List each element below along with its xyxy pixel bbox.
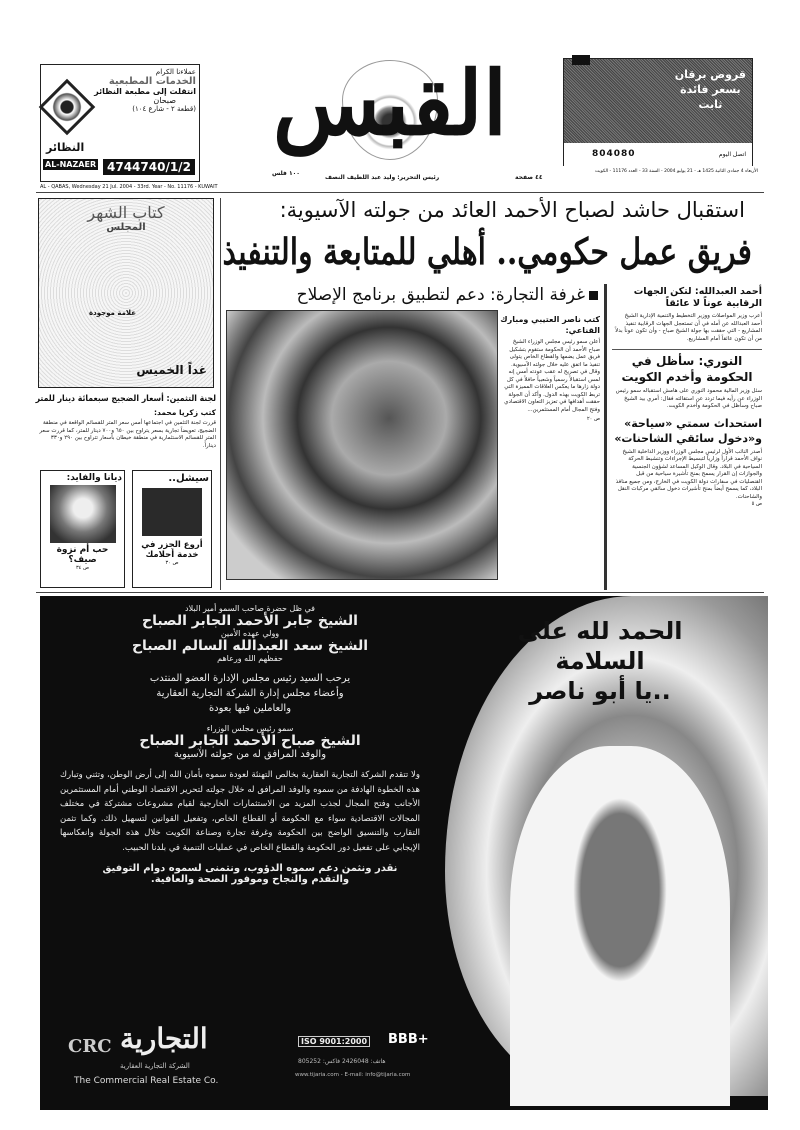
ad-closing: نقدر ونثمن دعم سموه الدؤوب، ونتمنى لسموه دوام التوفيق [102, 863, 398, 874]
brand-ar: النظائر [46, 141, 85, 154]
page-ref: ص ٣٠ [165, 560, 179, 566]
divider [220, 198, 221, 590]
promo-seychelles[interactable] [132, 470, 212, 588]
slogan-line: ..يا أبو ناصر [529, 677, 671, 705]
call-label: اتصل اليوم [718, 151, 746, 158]
divider [604, 284, 607, 590]
ad-line: صبحان [153, 96, 176, 105]
divider [36, 192, 764, 193]
bank-logo-icon [572, 55, 590, 65]
crc-logo-icon: CRC [68, 1036, 112, 1057]
lead-subhead [226, 284, 598, 306]
page-ref: ص ٣٤ [75, 565, 89, 571]
ad-line: سمو رئيس مجلس الوزراء [206, 724, 294, 733]
lead-photo[interactable] [226, 310, 498, 580]
story-title[interactable]: لجنة التثمين: أسعار الضجيج سبعمائة دينار للمتر [35, 394, 217, 404]
seychelles-photo [142, 488, 202, 536]
ad-name: الشيخ جابر الأحمد الجابر الصباح [142, 613, 358, 629]
book-date: غداً الخميس [136, 363, 207, 377]
promo-caption: حب أم نزوة صيف؟ [56, 545, 109, 565]
subhead-text: غرفة التجارة: دعم لتطبيق برنامج الإصلاح [296, 285, 585, 305]
ad-line: بسعر فائدة [680, 83, 741, 96]
masthead-logo[interactable] [220, 51, 560, 166]
ad-line: انتقلت إلى مطبعة النظائر [94, 87, 196, 96]
ad-body: ولا تتقدم الشركة التجارية العقارية بخالص التهنئة لعودة سموه بأمان الله إلى أرض الوطن، وتثني وتبارك هذه الخطوة الهادفة من سموه والوفد المرافق له خلال جولته لتحرير الاقتصاد الوطني أمام المستثمرين الأجانب وفتح المجال لجذب المزيد من الاستثمارات الخارجية لقيام مشروعات مشتركة في مختلف المجالات الاقتصادية سواء مع الحكومة أو القطاع الخاص، وتفعيل القوانين لتسهيل ذلك. وكما تثمن التقارب والتنسيق الواضح بين الحكومة وغرفة تجارة وصناعة الكويت خلال هذه الجولة وانعكاسها الإيجابي على تفعيل دور الحكومة والقطاع الخاص في عمليات التنمية في بلدنا الحبيب. [60, 770, 420, 853]
ad-line: قروض برقان [674, 68, 746, 81]
promo-title: سيشل.. [168, 473, 209, 484]
book-of-month-promo[interactable] [38, 198, 214, 388]
ad-line: والعاملين فيها بعودة [208, 703, 292, 714]
diana-photo [50, 485, 116, 543]
page-ref: ص ٥ [751, 501, 762, 507]
ad-line: (قطعة ٢ - شارع ١٠٤) [132, 105, 196, 113]
date-ar: الأربعاء 4 جمادى الثانية 1425 هـ - 21 يوليو 2004 - السنة 33 - العدد 11176 - الكويت [595, 169, 758, 174]
commercial-real-estate-ad[interactable] [40, 596, 768, 1110]
ad-line: عملاءنا الكرام [155, 68, 196, 76]
editor-line: رئيس التحرير: وليد عبد اللطيف النصف [325, 174, 440, 181]
bullet-square-icon [589, 291, 598, 300]
ad-line: الخدمات المطبعية [108, 76, 196, 87]
ad-name: الشيخ صباح الأحمد الجابر الصباح [139, 733, 361, 749]
date-en: AL - QABAS, Wednesday 21 Jul. 2004 - 33rd. Year - No. 11176 - KUWAIT [40, 184, 218, 190]
brand-en: The Commercial Real Estate Co. [74, 1076, 219, 1086]
ad-line: وولي عهده الأمين [220, 629, 280, 638]
story-title[interactable]: النوري: سأظل في الحكومة وأخدم الكويت [612, 349, 762, 385]
ad-line: ثابت [698, 98, 723, 111]
lead-body: أعلن سمو رئيس مجلس الوزراء الشيخ صباح الأحمد أن الحكومة ستقوم بتشكيل فريق عمل يضمها والقطاع الخاص يتولى تنفيذ ما اتفق عليه خلال جولته الآسيوية. وقال في تصريح له عقب عودته أمس إنه لمس استقبالاً رسمياً وشعبياً حافلاً في كل دولة زارها ما يعكس العلاقات المميزة التي تربط الكويت بهذه الدول. وأكد أن الجولة حققت أهدافها في تعزيز التعاون الاقتصادي وفتح المجال أمام المستثمرين... [504, 339, 600, 413]
story-body: أعرب وزير المواصلات ووزير التخطيط والتنمية الإدارية الشيخ أحمد العبدالله عن أمله في أن تستعجل الجهات الرقابية تنفيذ المشاريع - التي حققت بها جولة الشيخ صباح - وأن تكون عوناً بدلاً من أن تكون عائقاً أمام المشاريع. [615, 313, 762, 342]
promo-title: ديانا والفايد: [66, 473, 122, 483]
ad-burgan[interactable] [563, 58, 753, 166]
ad-line: يرحب السيد رئيس مجلس الإدارة العضو المنتدب [149, 673, 351, 684]
web[interactable]: www.tijaria.com - E-mail: info@tijaria.com [295, 1072, 411, 1078]
story-title[interactable]: استحداث سمتي «سياحة» و«دخول سائقي الشاحنات» [614, 416, 762, 445]
story-byline: كتب زكريا محمد: [154, 408, 216, 417]
rating-badge: BBB+ [388, 1032, 429, 1047]
ad-line: والوفد المرافق له من جولته الآسيوية [173, 749, 327, 760]
phone: 4744740/1/2 [103, 159, 195, 175]
book-title: كتاب الشهر [87, 203, 165, 222]
ad-line: وأعضاء مجلس إدارة الشركة التجارية العقارية [156, 688, 344, 699]
ad-closing: والتقدم والنجاح وموفور الصحة والعافية. [150, 874, 350, 885]
phone: 804080 [592, 149, 636, 159]
ad-line: في ظل حضرة صاحب السمو أمير البلاد [185, 604, 315, 613]
promo-caption: أروع الجزر في خدمة أحلامك [141, 540, 203, 560]
story-title[interactable]: أحمد العبدالله: لتكن الجهات الرقابية عوناً لا عائقاً [633, 286, 762, 309]
story-body: أصدر النائب الأول لرئيس مجلس الوزراء ووزير الداخلية الشيخ نواف الأحمد قراراً وزارياً لتبسيط الإجراءات وتنشيط الحركة السياحية في البلاد. وقال الوكيل المساعد لشؤون الجنسية والجوازات إن القرار يسمح بمنح تأشيرة سياحية من قبل القنصليات في سفارات دولة الكويت في الخارج، ومن جميع منافذ البلاد، كما يسمح أيضاً بمنح تأشيرات دخول سائقي مركبات النقل والشاحنات. [615, 448, 762, 500]
brand-en: AL-NAZAER [45, 160, 97, 169]
pages-count: ١٠٠ فلس [272, 170, 300, 177]
lead-byline: كتب ناصر العتيبي ومبارك القناعي: [500, 315, 600, 335]
logo-text: القبس [272, 51, 508, 155]
ad-al-nazaer[interactable] [40, 64, 200, 182]
brand-ar: التجارية [120, 1022, 208, 1055]
story-body: سئل وزير المالية محمود النوري على هامش استقباله سمو رئيس الوزراء عن رأيه فيما تردد عن استقالته فقال: أمري بيد الشيخ صباح وسأظل في الحكومة وأخدم الكويت. [615, 388, 762, 409]
book-sub: المجلس [106, 222, 146, 233]
story-body: قررت لجنة التثمين في اجتماعها أمس سعر المتر للقسائم الواقعة في منطقة الضجيج، تعويضاً تجارية بسعر يتراوح بين ٦٥٠ و٧٠٠ دينار للمتر، كما قررت سعر المتر للقسائم الاستثمارية في منطقة خيطان بأسعار تتراوح بين ٢٩٠ و٣٣٠ ديناراً. [39, 420, 216, 449]
page-ref: ص ٢٠ [586, 416, 600, 422]
ad-line: حفظهم الله ورعاهم [217, 654, 283, 663]
lead-headline: فريق عمل حكومي.. أهلي للمتابعة والتنفيذ [222, 231, 752, 273]
iso-badge: ISO 9001:2000 [298, 1036, 370, 1047]
promo-diana[interactable] [40, 470, 125, 588]
book-caption: علامة موجودة [89, 309, 136, 317]
lead-kicker: استقبال حاشد لصباح الأحمد العائد من جولته الآسيوية: [279, 198, 745, 222]
slogan-line: الحمد لله على السلامة [517, 617, 683, 675]
ad-name: الشيخ سعد العبدالله السالم الصباح [131, 638, 369, 654]
portrait-ghutra [510, 746, 730, 1106]
brand-sub: الشركة التجارية العقارية [120, 1062, 190, 1070]
contact: هاتف: 2426048 فاكس: 805252 [298, 1058, 386, 1065]
divider [36, 592, 764, 593]
pages: ٤٤ صفحة [515, 174, 543, 181]
